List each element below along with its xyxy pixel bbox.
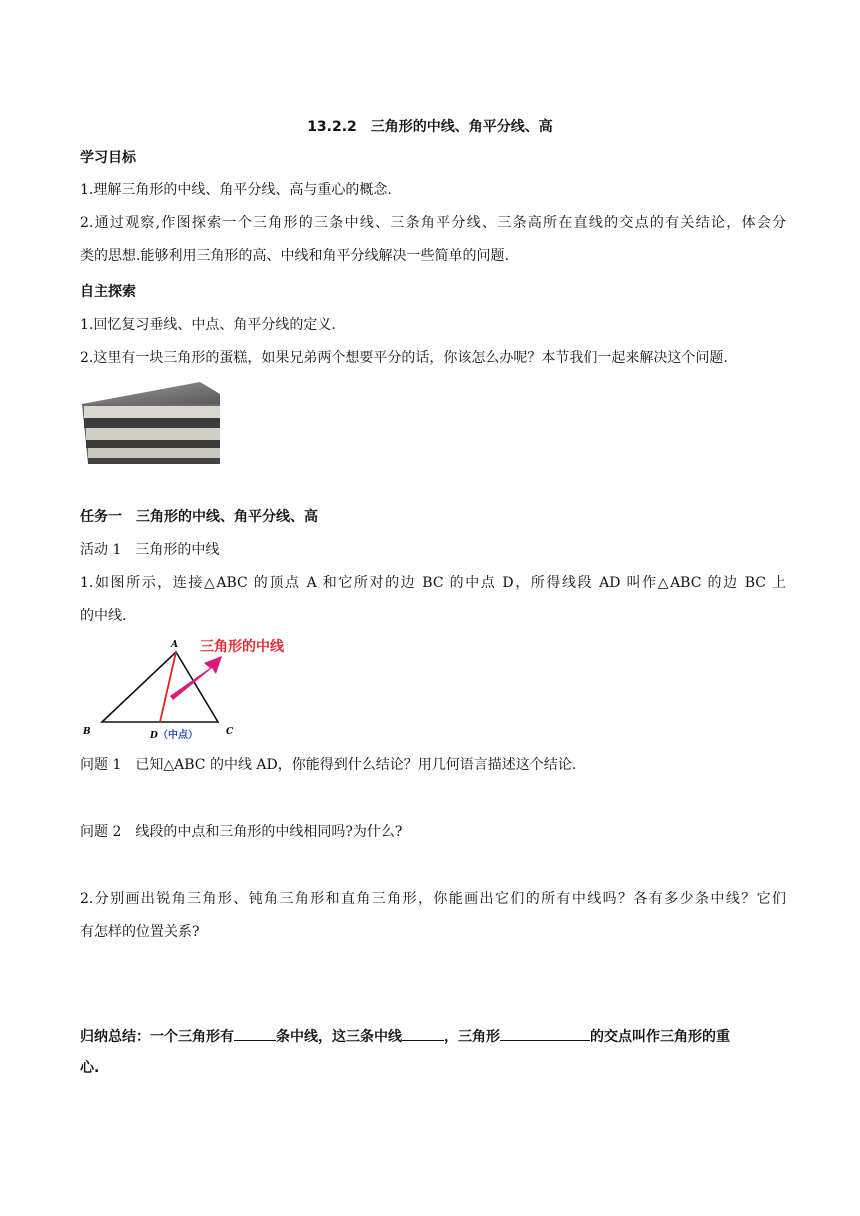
draw-prompt-line-1: 2.分别画出锐角三角形、钝角三角形和直角三角形，你能画出它们的所有中线吗？各有多少条中线？它们	[80, 891, 786, 907]
triangle-abc	[102, 652, 218, 722]
goal-2-line-1: 2.通过观察,作图探索一个三角形的三条中线、三条角平分线、三条高所在直线的交点的有关结论，体会分	[80, 215, 786, 231]
vertex-b-label: B	[83, 727, 91, 737]
vertex-a-label: A	[171, 640, 178, 650]
midpoint-note: （中点）	[158, 730, 198, 741]
summary-line-2: 心.	[80, 1060, 100, 1076]
explore-2: 2.这里有一块三角形的蛋糕，如果兄弟两个想要平分的话，你该怎么办呢？本节我们一起来解决这个问题.	[80, 350, 728, 366]
callout-arrow	[170, 656, 222, 700]
triangle-median-figure	[78, 630, 300, 746]
page-title: 13.2.2 三角形的中线、角平分线、高	[307, 119, 553, 135]
summary-text-3: ，三角形	[444, 1029, 500, 1045]
point-d-label: D	[150, 731, 158, 741]
draw-prompt-line-2: 有怎样的位置关系?	[80, 924, 200, 940]
question-2: 问题 2 线段的中点和三角形的中线相同吗?为什么?	[80, 824, 403, 840]
summary-line-1	[80, 1026, 786, 1046]
summary-text-1: 归纳总结：一个三角形有	[80, 1029, 234, 1045]
task1-heading: 任务一 三角形的中线、角平分线、高	[80, 509, 318, 525]
median-definition-line-2: 的中线.	[80, 608, 127, 624]
goals-heading: 学习目标	[80, 150, 136, 166]
goal-2-line-2: 类的思想.能够利用三角形的高、中线和角平分线解决一些简单的问题.	[80, 248, 509, 264]
explore-heading: 自主探索	[80, 284, 136, 300]
summary-text-4: 的交点叫作三角形的重	[590, 1029, 730, 1045]
blank-triangle-lines[interactable]	[500, 1026, 590, 1041]
callout-label: 三角形的中线	[200, 639, 284, 655]
explore-1: 1.回忆复习垂线、中点、角平分线的定义.	[80, 317, 336, 333]
vertex-c-label: C	[226, 727, 234, 737]
median-definition-line-1: 1.如图所示，连接△ABC 的顶点 A 和它所对的边 BC 的中点 D，所得线段 AD 叫作△ABC 的边 BC 上	[80, 575, 786, 591]
cake-image	[80, 380, 222, 466]
blank-median-count[interactable]	[234, 1026, 276, 1041]
median-ad	[160, 652, 176, 722]
blank-median-relation[interactable]	[402, 1026, 444, 1041]
activity1-heading: 活动 1 三角形的中线	[80, 542, 220, 558]
summary-text-2: 条中线，这三条中线	[276, 1029, 402, 1045]
goal-1: 1.理解三角形的中线、角平分线、高与重心的概念.	[80, 182, 392, 198]
question-1: 问题 1 已知△ABC 的中线 AD，你能得到什么结论？用几何语言描述这个结论.	[80, 757, 577, 773]
